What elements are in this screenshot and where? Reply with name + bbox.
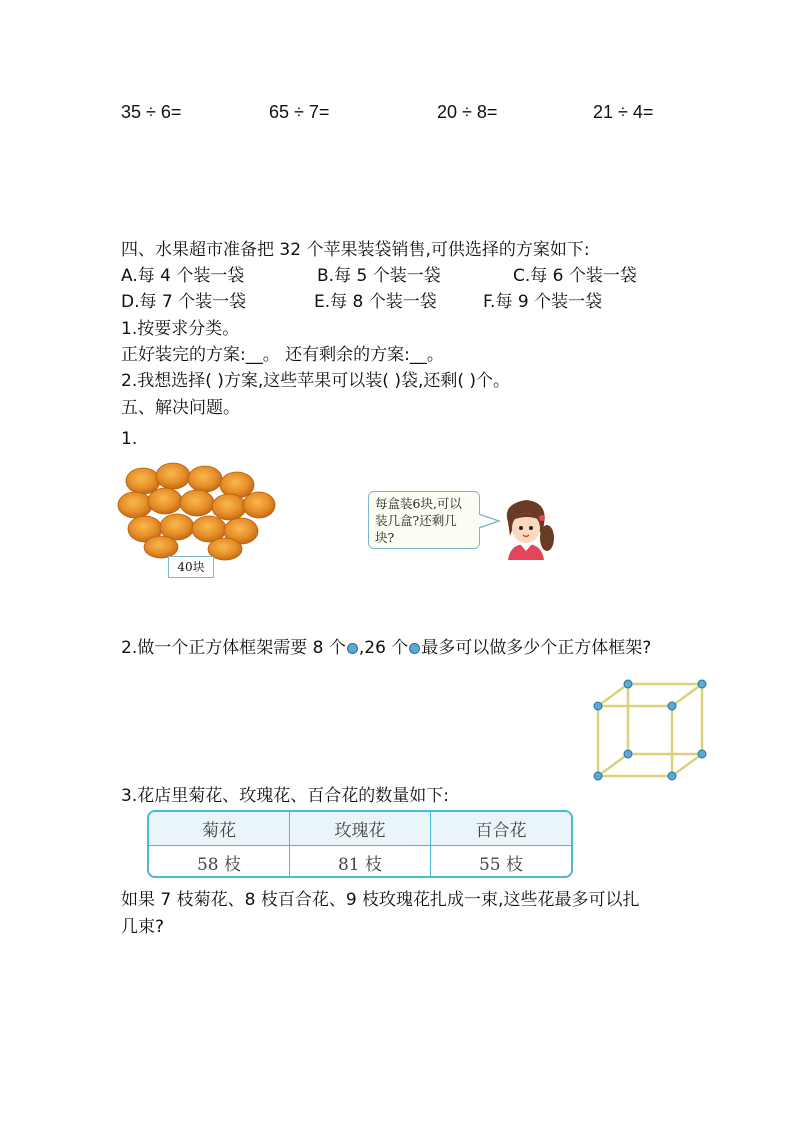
section-4-q1-line: 正好装完的方案:__。 还有剩余的方案:__。 <box>121 345 444 365</box>
flower-count-table <box>147 810 573 878</box>
cube-frame-illustration <box>590 676 710 784</box>
problem-2-text-a: 2.做一个正方体框架需要 8 个 <box>121 638 346 658</box>
option-e: E.每 8 个装一袋 <box>314 292 437 312</box>
table-cell: 81 枝 <box>289 846 430 878</box>
problem-3-text: 3.花店里菊花、玫瑰花、百合花的数量如下: <box>121 786 449 806</box>
division-problem-2: 65 ÷ 7= <box>269 102 330 122</box>
connector-ball-icon <box>347 643 358 654</box>
table-cell: 55 枝 <box>430 846 571 878</box>
section-4-q1: 1.按要求分类。 <box>121 319 240 339</box>
problem-3-question-line-1: 如果 7 枝菊花、8 枝百合花、9 枝玫瑰花扎成一束,这些花最多可以扎 <box>121 890 640 910</box>
option-a: A.每 4 个装一袋 <box>121 266 245 286</box>
mooncake-count-tag: 40块 <box>168 556 214 578</box>
problem-2-text <box>121 637 651 659</box>
girl-illustration <box>498 494 556 560</box>
speech-bubble: 每盒装6块,可以装几盒?还剩几块? <box>368 491 480 549</box>
table-header-cell: 百合花 <box>430 812 571 845</box>
table-row <box>149 845 571 878</box>
option-d: D.每 7 个装一袋 <box>121 292 247 312</box>
table-header-cell: 玫瑰花 <box>289 812 430 845</box>
problem-2-text-b: ,26 个 <box>358 638 409 658</box>
table-header-cell: 菊花 <box>202 821 236 841</box>
table-header-row <box>149 812 571 845</box>
option-c: C.每 6 个装一袋 <box>513 266 637 286</box>
section-4-title: 四、水果超市准备把 32 个苹果装袋销售,可供选择的方案如下: <box>121 240 590 260</box>
division-problem-1: 35 ÷ 6= <box>121 102 182 122</box>
problem-1-number: 1. <box>121 429 138 449</box>
option-b: B.每 5 个装一袋 <box>317 266 441 286</box>
division-problem-3: 20 ÷ 8= <box>437 102 498 122</box>
section-5-title: 五、解决问题。 <box>121 398 240 418</box>
problem-2-text-c: 最多可以做多少个正方体框架? <box>421 638 652 658</box>
option-f: F.每 9 个装一袋 <box>483 292 603 312</box>
mooncake-pile-illustration <box>117 461 277 561</box>
division-problem-4: 21 ÷ 4= <box>593 102 654 122</box>
section-4-q2: 2.我想选择( )方案,这些苹果可以装( )袋,还剩( )个。 <box>121 371 511 391</box>
connector-ball-icon <box>409 643 420 654</box>
table-cell: 58 枝 <box>196 855 242 875</box>
problem-3-question-line-2: 几束? <box>121 917 165 937</box>
